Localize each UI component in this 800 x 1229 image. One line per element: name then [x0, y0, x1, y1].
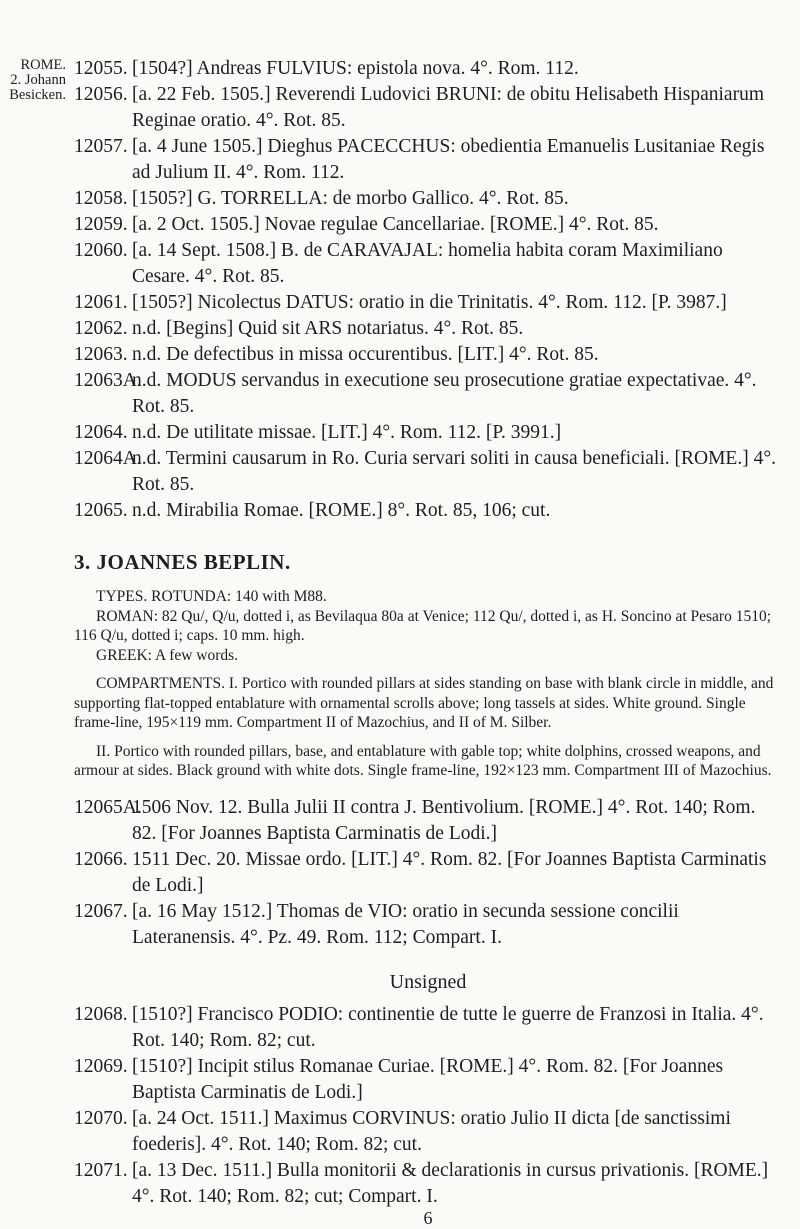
compartments-block: [74, 674, 782, 781]
entry: [74, 290, 782, 316]
entry-text: [a. 2 Oct. 1505.] Novae regulae Cancellariae. [ROME.] 4°. Rot. 85.: [132, 214, 659, 235]
types-rotunda: TYPES. ROTUNDA: 140 with M88.: [96, 588, 327, 605]
margin-printer-2: Besicken.: [9, 87, 66, 103]
entry: [74, 847, 782, 899]
page-number: 6: [423, 1207, 433, 1228]
entry-number: 12064A.: [74, 448, 142, 469]
entry: [74, 134, 782, 186]
entry-text: n.d. Termini causarum in Ro. Curia servari soliti in causa beneficiali. [ROME.] 4°. Rot. 85.: [132, 448, 777, 495]
entry-number: 12070.: [74, 1107, 128, 1129]
entry-number: 12067.: [74, 900, 128, 922]
entries-b: [74, 795, 782, 951]
margin-note: [4, 58, 66, 103]
types-greek: GREEK: A few words.: [96, 646, 239, 664]
entry-text: [1504?] Andreas FULVIUS: epistola nova. 4°. Rom. 112.: [132, 58, 579, 79]
entry: [74, 368, 782, 420]
entry: [74, 238, 782, 290]
page-body: [74, 56, 782, 1229]
entry-text: n.d. MODUS servandus in executione seu prosecutione gratiae expectativae. 4°. Rot. 85.: [132, 370, 757, 417]
entry-text: n.d. Mirabilia Romae. [ROME.] 8°. Rot. 85, 106; cut.: [132, 500, 551, 521]
entry-number: 12064.: [74, 422, 128, 443]
entry: [74, 446, 782, 498]
entry: [74, 1106, 782, 1158]
entry: [74, 498, 782, 524]
entry: [74, 82, 782, 134]
margin-printer-1: 2. Johann: [10, 72, 66, 88]
entry: [74, 316, 782, 342]
entries-c: [74, 1002, 782, 1210]
margin-city: ROME.: [20, 57, 66, 73]
entry-text: n.d. De defectibus in missa occurentibus. [LIT.] 4°. Rot. 85.: [132, 344, 599, 365]
entry: [74, 420, 782, 446]
entry-text: n.d. [Begins] Quid sit ARS notariatus. 4°. Rot. 85.: [132, 318, 524, 339]
compartment-2: II. Portico with rounded pillars, base, and entablature with gable top; white dolphins, crossed weapons, and armour at sides. Black ground with white dots. Single frame-line, 192×123 mm. Compartment III of Mazochius.: [74, 742, 772, 779]
entry-text: [a. 24 Oct. 1511.] Maximus CORVINUS: oratio Julio II dicta [de sanctissimi foederis]. 4°. Rot. 140; Rom. 82; cut.: [132, 1107, 731, 1155]
entry-number: 12068.: [74, 1003, 128, 1025]
entry-number: 12063A.: [74, 370, 142, 391]
entry-text: [a. 22 Feb. 1505.] Reverendi Ludovici BRUNI: de obitu Helisabeth Hispaniarum Reginae oratio. 4°. Rot. 85.: [132, 84, 764, 131]
types-block: [74, 587, 782, 665]
entry-number: 12069.: [74, 1055, 128, 1077]
entry-number: 12065.: [74, 500, 128, 521]
entry: [74, 212, 782, 238]
compartment-1: COMPARTMENTS. I. Portico with rounded pillars at sides standing on base with blank circle in middle, and supporting flat-topped entablature with ornamental scrolls above; long tassels at sides. White ground. Single frame-line, 195×119 mm. Compartment II of Mazochius, and II of M. Silber.: [74, 675, 774, 731]
entry-text: n.d. De utilitate missae. [LIT.] 4°. Rom. 112. [P. 3991.]: [132, 422, 562, 443]
entry-text: [1505?] Nicolectus DATUS: oratio in die Trinitatis. 4°. Rom. 112. [P. 3987.]: [132, 292, 727, 313]
entry-number: 12061.: [74, 292, 128, 313]
entry-number: 12071.: [74, 1159, 128, 1181]
entry: [74, 342, 782, 368]
entry-text: [a. 4 June 1505.] Dieghus PACECCHUS: obedientia Emanuelis Lusitaniae Regis ad Julium II. 4°. Rom. 112.: [132, 136, 765, 183]
entry-number: 12066.: [74, 848, 128, 870]
entry-number: 12065A.: [74, 796, 142, 818]
entry: [74, 56, 782, 82]
entry-text: [a. 13 Dec. 1511.] Bulla monitorii & declarationis in cursus privationis. [ROME.] 4°. Rot. 140; Rom. 82; cut; Compart. I.: [132, 1159, 769, 1207]
types-roman: ROMAN: 82 Qu/, Q/u, dotted i, as Bevilaqua 80a at Venice; 112 Qu/, dotted i, as H. Soncino at Pesaro 1510; 116 Q/u, dotted i; caps. 10 mm. high.: [74, 607, 772, 644]
entry-text: [1505?] G. TORRELLA: de morbo Gallico. 4°. Rot. 85.: [132, 188, 569, 209]
entry: [74, 795, 782, 847]
entry-number: 12062.: [74, 318, 128, 339]
entry-text: [1510?] Francisco PODIO: continentie de tutte le guerre de Franzosi in Italia. 4°. Rot. 140; Rom. 82; cut.: [132, 1003, 764, 1051]
entry-text: 1511 Dec. 20. Missae ordo. [LIT.] 4°. Rom. 82. [For Joannes Baptista Carminatis de Lodi.]: [132, 848, 767, 896]
entry-number: 12058.: [74, 188, 128, 209]
entries-a: [74, 56, 782, 524]
entry-number: 12057.: [74, 136, 128, 157]
section-heading: 3. JOANNES BEPLIN.: [74, 550, 291, 574]
entry: [74, 899, 782, 951]
entry-number: 12056.: [74, 84, 128, 105]
entry-text: [1510?] Incipit stilus Romanae Curiae. [ROME.] 4°. Rom. 82. [For Joannes Baptista Carminatis de Lodi.]: [132, 1055, 724, 1103]
unsigned-heading: Unsigned: [389, 970, 467, 993]
entry: [74, 1158, 782, 1210]
entry: [74, 1054, 782, 1106]
entry-number: 12055.: [74, 58, 128, 79]
entry-number: 12060.: [74, 240, 128, 261]
entry-text: [a. 14 Sept. 1508.] B. de CARAVAJAL: homelia habita coram Maximiliano Cesare. 4°. Rot. 85.: [132, 240, 723, 287]
entry-number: 12063.: [74, 344, 128, 365]
entry: [74, 186, 782, 212]
entry-number: 12059.: [74, 214, 128, 235]
entry: [74, 1002, 782, 1054]
entry-text: 1506 Nov. 12. Bulla Julii II contra J. Bentivolium. [ROME.] 4°. Rot. 140; Rom. 82. [For Joannes Baptista Carminatis de Lodi.]: [132, 796, 756, 844]
entry-text: [a. 16 May 1512.] Thomas de VIO: oratio in secunda sessione concilii Lateranensis. 4°. Pz. 49. Rom. 112; Compart. I.: [132, 900, 679, 948]
